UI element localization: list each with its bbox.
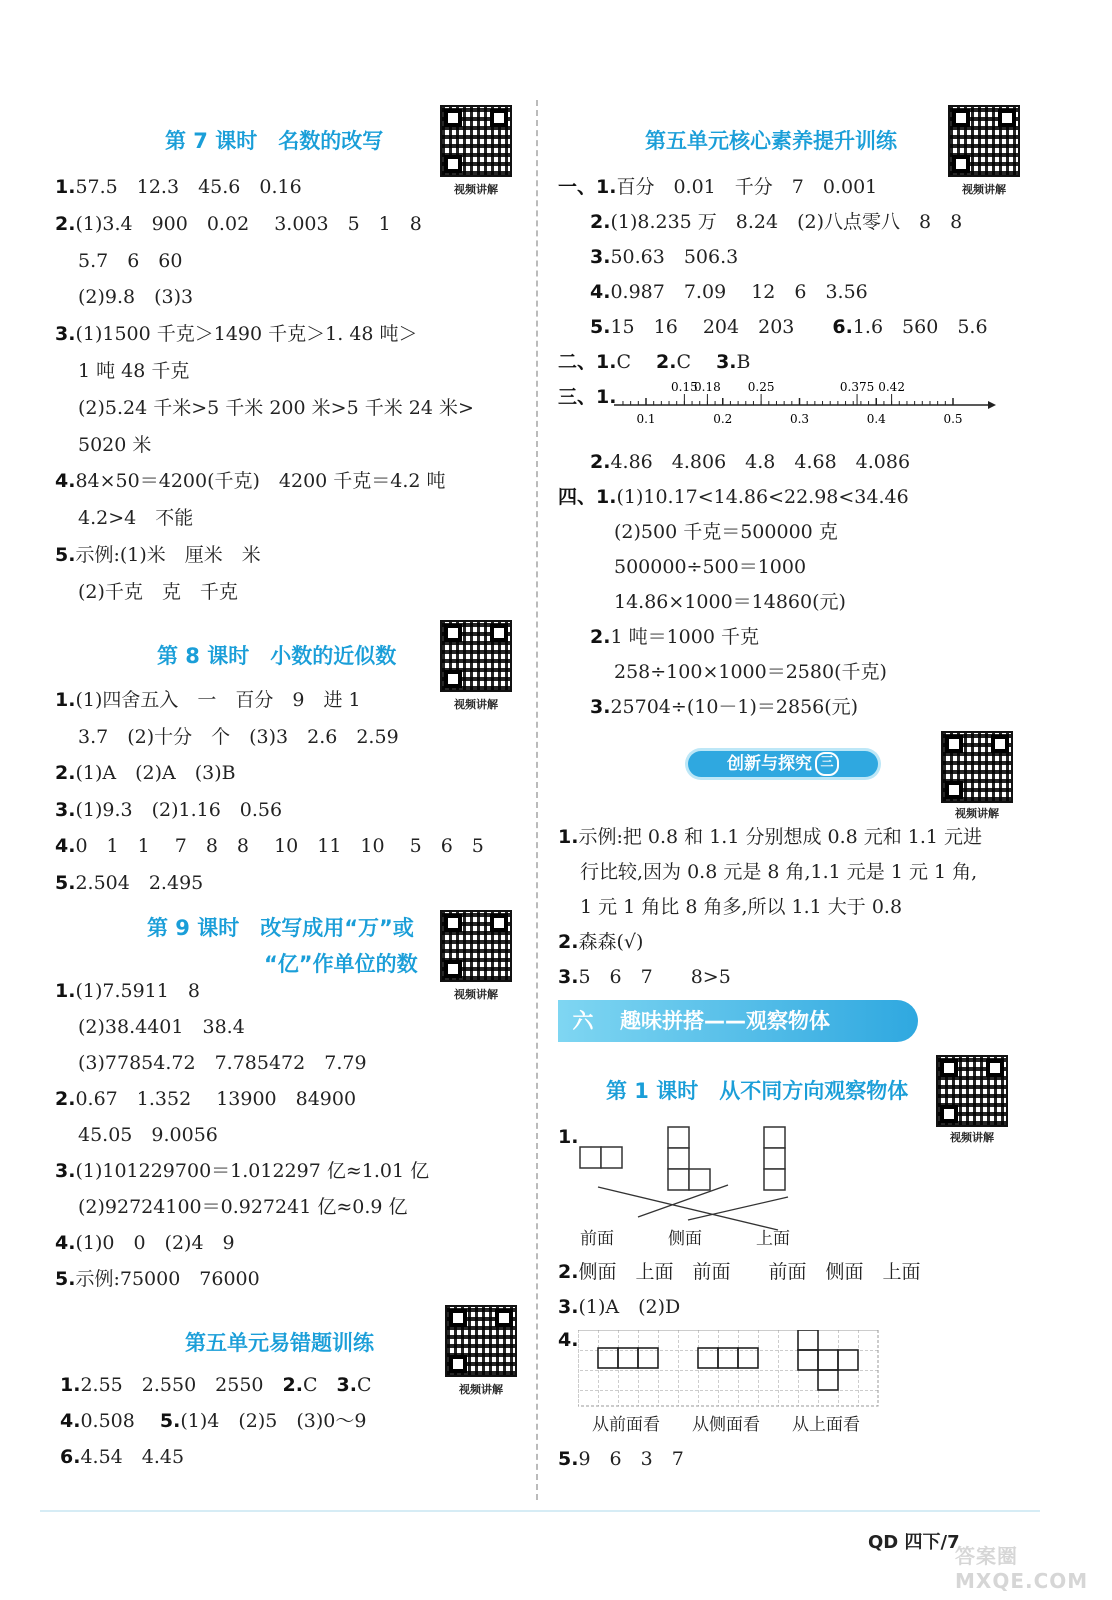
- shape-c-cell: [764, 1169, 785, 1190]
- section-title: 第 7 课时 名数的改写: [165, 129, 384, 153]
- answer-line: [55, 212, 422, 236]
- section-title: 第 8 课时 小数的近似数: [157, 644, 397, 668]
- answer-line: [590, 210, 962, 234]
- number-line-bottom-label: 0.2: [713, 412, 733, 426]
- answer-text: (1)1500 千克＞1490 千克＞1. 48 吨＞: [75, 323, 418, 346]
- qr-caption: 视频讲解: [454, 698, 498, 711]
- answer-line: [590, 695, 858, 719]
- fig1-label-front: 前面: [580, 1229, 614, 1249]
- answer-text: 示例:75000 76000: [75, 1268, 260, 1290]
- qr-code[interactable]: [440, 620, 512, 692]
- question-number: 5.: [558, 1448, 579, 1470]
- answer-line: [78, 249, 182, 273]
- answer-text: (1)四舍五入 一 百分 9 进 1: [75, 689, 361, 711]
- question-number: 4.: [55, 835, 76, 857]
- question-number: 一、1.: [558, 176, 617, 198]
- number-line-arrow: [988, 401, 996, 409]
- answer-text: 84×50＝4200(千克) 4200 千克＝4.2 吨: [75, 470, 446, 493]
- question-number: 3.: [55, 1160, 76, 1182]
- answer-text: 4.2>4 不能: [78, 507, 194, 530]
- answer-text: (1)4 (2)5 (3)0～9: [180, 1410, 367, 1432]
- question-number: 二、1.: [558, 351, 617, 373]
- question-number: 2.: [55, 762, 76, 784]
- answer-text: C: [616, 351, 657, 373]
- number-line-top-label: 0.375: [839, 380, 875, 394]
- number-line-bottom-label: 0.5: [943, 412, 963, 426]
- answer-line: [55, 834, 484, 858]
- answer-line: [78, 285, 193, 309]
- qr-code[interactable]: [941, 731, 1013, 803]
- answer-text: 侧面 上面 前面 前面 侧面 上面: [578, 1261, 921, 1283]
- answer-line: [614, 555, 806, 579]
- answer-line: [78, 396, 474, 420]
- footer-rule: [40, 1510, 1040, 1512]
- answer-line: [614, 520, 838, 544]
- question-number: 3.: [55, 323, 76, 346]
- answer-line: [614, 590, 846, 614]
- question-number: 1.: [55, 689, 76, 711]
- answer-line: [78, 506, 193, 530]
- answer-text: 百分 0.01 千分 7 0.001: [616, 176, 878, 198]
- question-number: 3.: [558, 1296, 579, 1318]
- answer-text: 4.54 4.45: [80, 1446, 185, 1468]
- answer-line: [60, 1445, 184, 1469]
- question-number: 四、1.: [558, 486, 617, 508]
- answer-line: [558, 965, 731, 989]
- question-number: 4.: [60, 1410, 81, 1432]
- answer-text: 1.6 560 5.6: [852, 316, 988, 338]
- answer-text: (1)A (2)D: [578, 1296, 681, 1318]
- number-line-top-label: 0.15: [671, 380, 698, 394]
- answer-line: [55, 798, 282, 822]
- question-number: 5.: [55, 544, 76, 566]
- shape-b-cell: [668, 1169, 689, 1190]
- qr-code[interactable]: [440, 105, 512, 177]
- section-title-core-training: 第五单元核心素养提升训练: [645, 129, 897, 153]
- number-line-top-label: 0.42: [878, 380, 905, 394]
- answer-text: 0.67 1.352 13900 84900: [75, 1088, 357, 1110]
- answer-line: [78, 1123, 218, 1147]
- qr-caption: 视频讲解: [955, 807, 999, 820]
- question-number: 4.: [55, 470, 76, 493]
- number-line-top-labels: [671, 380, 905, 405]
- answer-text: 示例:把 0.8 和 1.1 分别想成 0.8 元和 1.1 元进: [578, 826, 983, 848]
- answer-line: [78, 1015, 245, 1039]
- answer-text: 0 1 1 7 8 8 10 11 10 5 6 5: [75, 835, 484, 857]
- question-number: 5.: [590, 316, 611, 338]
- number-line-bottom-label: 0.1: [636, 412, 656, 426]
- answer-text: B: [736, 351, 751, 373]
- answer-line: [55, 688, 361, 712]
- number-line-ticks: [623, 398, 953, 405]
- answer-text: 14.86×1000＝14860(元): [614, 591, 846, 613]
- answer-text: 25704÷(10－1)＝2856(元): [610, 696, 859, 718]
- answer-text: 500000÷500＝1000: [614, 556, 807, 578]
- answer-line: [558, 1295, 680, 1319]
- answer-line: [55, 871, 203, 895]
- answer-text: (3)77854.72 7.785472 7.79: [78, 1052, 367, 1074]
- shape-b-cell: [668, 1127, 689, 1148]
- views-grid-figure: [578, 1330, 884, 1410]
- question-number: 4.: [590, 281, 611, 303]
- answer-text: C: [302, 1374, 337, 1396]
- answer-line: [614, 660, 887, 684]
- shape-a-cell: [601, 1147, 622, 1168]
- answer-text: (2)5.24 千米>5 千米 200 米>5 千米 24 米>: [78, 396, 474, 419]
- answer-text: 3.7 (2)十分 个 (3)3 2.6 2.59: [78, 725, 399, 748]
- answer-line: [558, 930, 643, 954]
- section-title-line-1: 第 9 课时 改写成用“万”或: [147, 916, 414, 940]
- question-number: 6.: [832, 316, 853, 338]
- answer-text: 1 吨＝1000 千克: [610, 626, 759, 648]
- answer-text: 45.05 9.0056: [78, 1124, 218, 1146]
- answer-text: (2)500 千克＝500000 克: [614, 521, 838, 543]
- question-number: 4.: [55, 1232, 76, 1254]
- shape-a-cell: [580, 1147, 601, 1168]
- answer-text: C: [676, 351, 717, 373]
- answer-text: 50.63 506.3: [610, 246, 739, 268]
- question-number: 2.: [656, 351, 677, 373]
- question-number: 6.: [60, 1446, 81, 1468]
- answer-text: 1 吨 48 千克: [78, 360, 190, 382]
- question-number: 1.: [55, 980, 76, 1002]
- answer-line: [590, 450, 910, 474]
- answer-text: (2)9.8 (3)3: [78, 286, 194, 309]
- answer-line: [78, 359, 189, 383]
- question-number: 三、1.: [558, 386, 617, 408]
- answer-line: [78, 433, 151, 457]
- section-title: 第五单元易错题训练: [185, 1331, 374, 1355]
- answer-line: [55, 761, 236, 785]
- answer-text: (1)3.4 900 0.02 3.003 5 1 8: [75, 212, 422, 235]
- question-number: 3.: [590, 696, 611, 718]
- answer-text: (1)8.235 万 8.24 (2)八点零八 8 8: [610, 211, 963, 233]
- answer-line: [60, 1409, 366, 1433]
- answer-line: [558, 485, 909, 509]
- shape-b-cell: [668, 1148, 689, 1169]
- section-title-unit6-lesson1: 第 1 课时 从不同方向观察物体: [606, 1079, 909, 1103]
- answer-line: [55, 175, 302, 199]
- explore-banner: [688, 751, 878, 777]
- question-number: 2.: [590, 626, 611, 648]
- question-number: 3.: [558, 966, 579, 988]
- answer-line: [78, 580, 238, 604]
- answer-line: [558, 175, 877, 199]
- answer-text: 森森(√): [578, 931, 644, 953]
- fig1-label-side: 侧面: [668, 1229, 702, 1249]
- question-number: 2.: [590, 211, 611, 233]
- answer-text: (1)9.3 (2)1.16 0.56: [75, 798, 283, 821]
- answer-line: [590, 245, 738, 269]
- qr-code[interactable]: [936, 1055, 1008, 1127]
- question-number: 2.: [558, 931, 579, 953]
- answer-text: 0.987 7.09 12 6 3.56: [610, 281, 868, 303]
- qr-caption: 视频讲解: [454, 183, 498, 196]
- unit6-banner: [558, 1000, 918, 1042]
- answer-line: [55, 322, 418, 346]
- question-number: 1.: [55, 176, 76, 198]
- answer-line: [55, 469, 446, 493]
- number-line-bottom-label: 0.4: [866, 412, 886, 426]
- matching-line: [598, 1187, 778, 1230]
- qr-code[interactable]: [948, 105, 1020, 177]
- question-number: 1.: [558, 826, 579, 848]
- explore-badge: 三: [815, 752, 839, 776]
- unit6-title: 趣味拼搭——观察物体: [620, 1009, 830, 1033]
- shape-c-cell: [764, 1127, 785, 1148]
- fig4-label-top: 从上面看: [792, 1415, 860, 1435]
- answer-line: [78, 1051, 367, 1075]
- question-number: 2.: [55, 212, 76, 235]
- number-line-bottom-labels: [636, 412, 962, 426]
- answer-text: (1)101229700＝1.012297 亿≈1.01 亿: [75, 1160, 430, 1182]
- qr-caption: 视频讲解: [459, 1383, 503, 1396]
- answer-text: 258÷100×1000＝2580(千克): [614, 661, 887, 683]
- question-number: 5.: [55, 1268, 76, 1290]
- answer-text: C: [356, 1374, 372, 1396]
- question-number: 2.: [558, 1261, 579, 1283]
- column-divider: [536, 100, 538, 1500]
- qr-caption: 视频讲解: [962, 183, 1006, 196]
- answer-text: 57.5 12.3 45.6 0.16: [75, 176, 302, 198]
- answer-text: 1 元 1 角比 8 角多,所以 1.1 大于 0.8: [580, 896, 903, 918]
- answer-text: 5020 米: [78, 433, 152, 456]
- answer-text: 5.7 6 60: [78, 249, 183, 272]
- answer-line: [55, 979, 200, 1003]
- fig4-label-side: 从侧面看: [692, 1415, 760, 1435]
- answer-line: [78, 725, 399, 749]
- answer-line: [590, 315, 988, 339]
- number-line-top-label: 0.18: [694, 380, 721, 394]
- answer-line: [78, 1195, 408, 1219]
- question-number: 2.: [55, 1088, 76, 1110]
- question-number: 3.: [716, 351, 737, 373]
- answer-text: (2)38.4401 38.4: [78, 1016, 245, 1038]
- answer-text: 2.504 2.495: [75, 871, 204, 894]
- answer-line: [590, 625, 759, 649]
- answer-text: 4.86 4.806 4.8 4.68 4.086: [610, 451, 911, 473]
- answer-line: [55, 1159, 429, 1183]
- answer-line: [55, 1267, 260, 1291]
- explore-banner-text: 创新与探究: [727, 754, 812, 774]
- answer-line: [55, 543, 261, 567]
- fig4-label-front: 从前面看: [592, 1415, 660, 1435]
- answer-line: [580, 860, 977, 884]
- question-number: 3.: [590, 246, 611, 268]
- question-number: 5.: [55, 871, 76, 894]
- question-number: 1.: [558, 1126, 579, 1148]
- answer-text: 9 6 3 7: [578, 1448, 684, 1470]
- question-number: 5.: [159, 1410, 181, 1432]
- watermark: 答案圈 MXQE.COM: [955, 1544, 1089, 1593]
- answer-text: 行比较,因为 0.8 元是 8 角,1.1 元是 1 元 1 角,: [580, 861, 978, 883]
- fig1-label-top: 上面: [756, 1229, 790, 1249]
- question-number: 2.: [590, 451, 611, 473]
- answer-line: [60, 1373, 372, 1397]
- question-number: 4.: [558, 1329, 579, 1351]
- answer-line: [558, 1260, 920, 1284]
- answer-line: [558, 1447, 684, 1471]
- number-line-top-label: 0.25: [747, 380, 775, 394]
- qr-code[interactable]: [440, 910, 512, 982]
- answer-text: (2)92724100＝0.927241 亿≈0.9 亿: [78, 1196, 408, 1218]
- qr-code[interactable]: [445, 1305, 517, 1377]
- shape-b-cell: [689, 1169, 710, 1190]
- answer-line: [55, 1087, 356, 1111]
- answer-line: [558, 1328, 578, 1352]
- shape-c-cell: [764, 1148, 785, 1169]
- answer-line: [55, 1231, 235, 1255]
- number-line-bottom-label: 0.3: [789, 412, 810, 426]
- answer-text: (1)10.17<14.86<22.98<34.46: [616, 486, 909, 508]
- answer-text: 0.508: [80, 1410, 160, 1432]
- answer-text: 15 16 204 203: [610, 316, 833, 338]
- answer-text: 2.55 2.550 2550: [80, 1374, 283, 1396]
- question-number: 3.: [336, 1374, 357, 1396]
- matching-line: [688, 1197, 788, 1220]
- unit6-number: 六: [572, 1009, 594, 1033]
- answer-text: 5 6 7 8>5: [578, 966, 731, 988]
- answer-line: [558, 350, 750, 374]
- answer-text: 示例:(1)米 厘米 米: [75, 544, 261, 566]
- question-number: 3.: [55, 798, 76, 821]
- answer-text: (1)7.5911 8: [75, 980, 200, 1002]
- page-footer: QD 四下/7: [868, 1532, 960, 1553]
- section-title-line-2: “亿”作单位的数: [264, 952, 418, 976]
- question-number: 2.: [282, 1374, 303, 1396]
- answer-text: (2)千克 克 千克: [78, 580, 238, 603]
- answer-line: [558, 385, 616, 409]
- answer-line: [590, 280, 868, 304]
- answer-text: (1)A (2)A (3)B: [75, 762, 236, 784]
- answer-text: (1)0 0 (2)4 9: [75, 1232, 235, 1254]
- answer-line: [580, 895, 902, 919]
- number-line-figure: [608, 379, 998, 439]
- qr-caption: 视频讲解: [454, 988, 498, 1001]
- qr-caption: 视频讲解: [950, 1131, 994, 1144]
- answer-line: [558, 825, 982, 849]
- question-number: 1.: [60, 1374, 81, 1396]
